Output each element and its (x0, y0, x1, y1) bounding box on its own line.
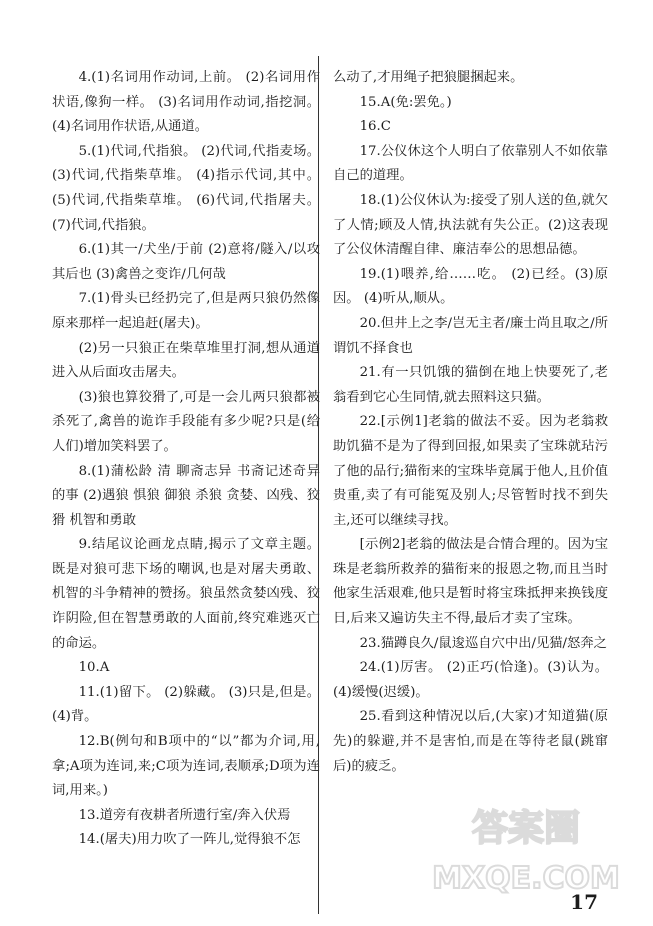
answer-14-continued: 么动了,才用绳子把狼腿捆起来。 (333, 70, 524, 85)
left-column (52, 66, 320, 853)
answer-22-example-1: 22.[示例1]老翁的做法不妥。因为老翁救助饥猫不是为了得到回报,如果卖了宝珠就玷污了他的品行;猫衔来的宝珠毕竟属于他人,且价值贵重,卖了有可能冤及别人;尽管暂时找不到失主,还可以继续寻找。 (333, 414, 608, 528)
answer-17: 17.公仪休这个人明白了依靠别人不如依靠自己的道理。 (333, 143, 608, 184)
answer-20: 20.但井上之李/岂无主者/廉士尚且取之/所谓饥不择食也 (333, 315, 608, 356)
answer-19: 19.(1)喂养,给……吃。 (2)已经。(3)原因。 (4)听从,顺从。 (333, 266, 608, 307)
answer-8: 8.(1)蒲松龄 清 聊斋志异 书斋记述奇异的事 (2)遇狼 惧狼 御狼 杀狼 贪婪、凶残、狡猾 机智和勇敢 (52, 463, 320, 528)
page-number: 17 (570, 890, 598, 914)
answer-4: 4.(1)名词用作动词,上前。 (2)名词用作状语,像狗一样。 (3)名词用作动词,指挖洞。 (4)名词用作状语,从通道。 (52, 70, 320, 135)
answer-15: 15.A(免:罢免。) (359, 94, 452, 110)
answer-7-3: (3)狼也算狡猾了,可是一会儿两只狼都被杀死了,禽兽的诡诈手段能有多少呢?只是(给人们)增加笑料罢了。 (52, 389, 320, 454)
watermark-logo (421, 792, 631, 902)
answer-14: 14.(屠夫)用力吹了一阵儿,觉得狼不怎 (78, 832, 301, 848)
column-divider (318, 56, 319, 914)
watermark-text-cn: 答案圈 (471, 808, 581, 849)
answer-18: 18.(1)公仪休认为:接受了别人送的鱼,就欠了人情;顾及人情,执法就有失公正。(2)这表现了公仪休清醒自律、廉洁奉公的思想品德。 (333, 192, 608, 258)
answer-6: 6.(1)其一/犬坐/于前 (2)意将/隧入/以攻其后也 (3)禽兽之变诈/几何哉 (52, 242, 320, 282)
answer-10: 10.A (78, 660, 110, 676)
answer-7-2: (2)另一只狼正在柴草堆里打洞,想从通道进入从后面攻击屠夫。 (52, 340, 320, 381)
answer-7-1: 7.(1)骨头已经扔完了,但是两只狼仍然像原来那样一起追赶(屠夫)。 (52, 291, 320, 331)
answer-9: 9.结尾议论画龙点睛,揭示了文章主题。既是对狼可悲下场的嘲讽,也是对屠夫勇敢、机智的斗争精神的赞扬。狼虽然贪婪凶残、狡诈阴险,但在智慧勇敢的人面前,终究难逃灭亡的命运。 (52, 537, 320, 651)
answer-21: 21.有一只饥饿的猫倒在地上快要死了,老翁看到它心生同情,就去照料这只猫。 (333, 365, 608, 405)
answer-11: 11.(1)留下。 (2)躲藏。 (3)只是,但是。 (4)背。 (52, 684, 320, 725)
answer-12: 12.B(例句和B项中的“以”都为介词,用,拿;A项为连词,来;C项为连词,表顺承;D项为连词,用来。) (52, 734, 320, 799)
answer-25: 25.看到这种情况以后,(大家)才知道猫(原先)的躲避,并不是害怕,而是在等待老鼠(跳窜后)的疲乏。 (333, 709, 608, 774)
answer-13: 13.道旁有夜耕者所遗行室/奔入伏焉 (78, 807, 291, 823)
answer-5: 5.(1)代词,代指狼。 (2)代词,代指麦场。 (3)代词,代指柴草堆。 (4)指示代词,其中。 (5)代词,代指柴草堆。 (6)代词,代指屠夫。 (7)代词,代指狼。 (52, 143, 320, 233)
answer-23: 23.猫蹲良久/鼠逡巡自穴中出/见猫/怒奔之 (359, 635, 607, 651)
answer-24: 24.(1)厉害。 (2)正巧(恰逢)。(3)认为。 (4)缓慢(迟缓)。 (333, 660, 608, 700)
answer-22-example-2: [示例2]老翁的做法是合情合理的。因为宝珠是老翁所救养的猫衔来的报恩之物,而且当时他家生活艰难,他只是暂时将宝珠抵押来换钱度日,后来又遍访失主不得,最后才卖了宝珠。 (333, 537, 608, 627)
watermark-text-url: MXQE.COM (432, 861, 620, 896)
answer-16: 16.C (359, 119, 391, 135)
right-column (333, 66, 608, 779)
